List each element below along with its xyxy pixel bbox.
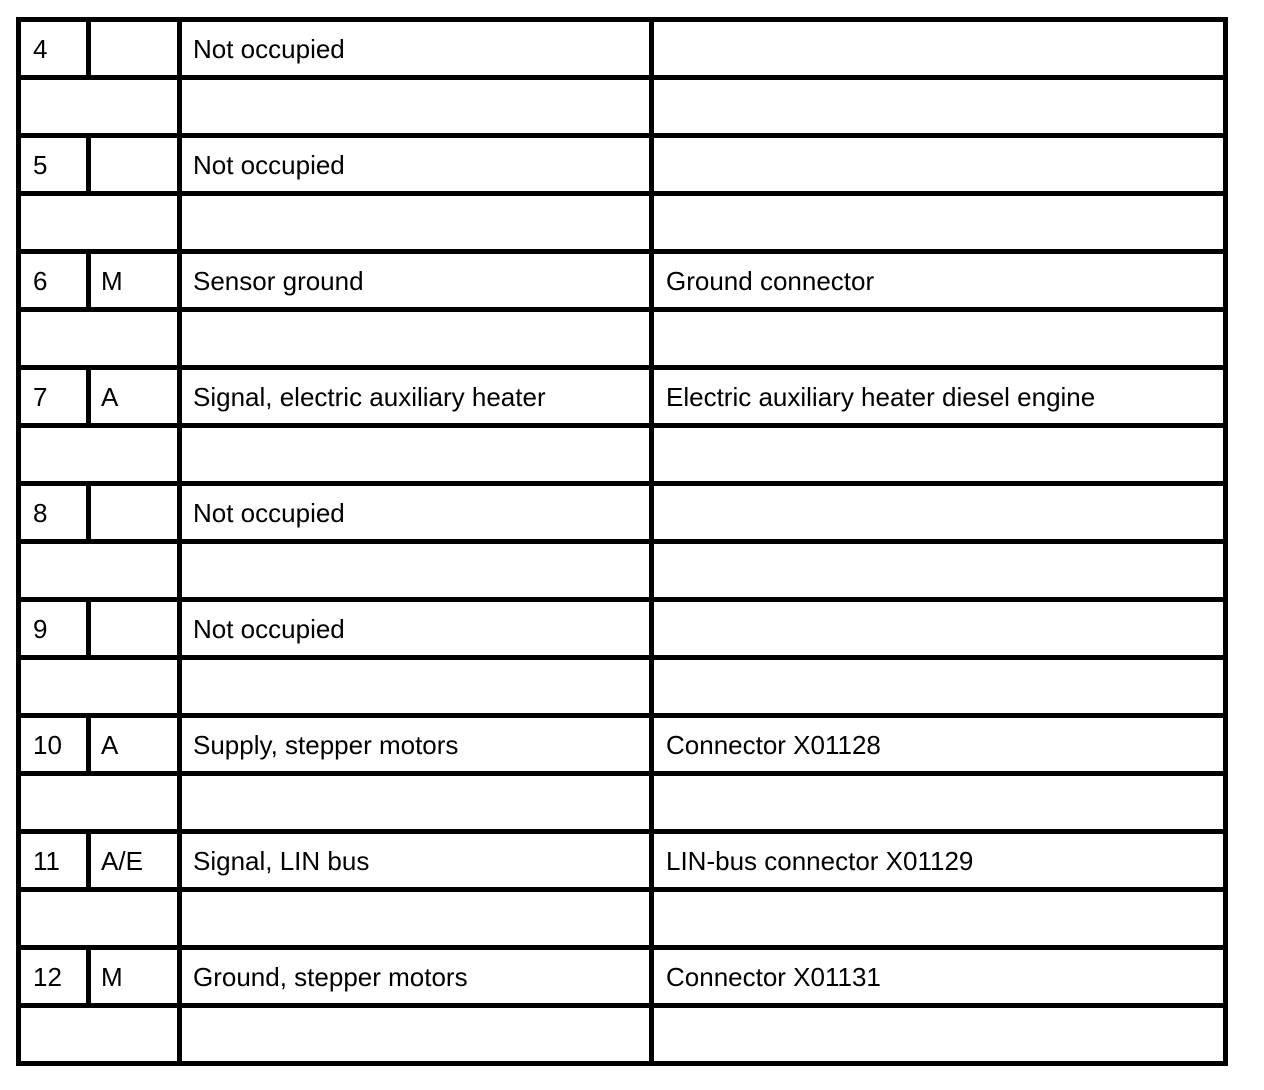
description-cell: Signal, electric auxiliary heater <box>180 368 652 426</box>
empty-cell <box>19 774 180 832</box>
destination-cell <box>652 600 1226 658</box>
destination-cell: Ground connector <box>652 252 1226 310</box>
description-cell: Not occupied <box>180 20 652 78</box>
description-cell: Supply, stepper motors <box>180 716 652 774</box>
pin-number-cell: 7 <box>19 368 89 426</box>
empty-cell <box>652 542 1226 600</box>
description-cell: Signal, LIN bus <box>180 832 652 890</box>
signal-code-cell: A <box>89 368 180 426</box>
pin-assignment-table <box>16 17 1228 1066</box>
table-row <box>19 136 1226 194</box>
table-row <box>19 20 1226 78</box>
pin-number-cell: 12 <box>19 948 89 1006</box>
spacer-row <box>19 194 1226 252</box>
table-row <box>19 948 1226 1006</box>
spacer-row <box>19 542 1226 600</box>
empty-cell <box>180 658 652 716</box>
empty-cell <box>180 774 652 832</box>
signal-code-cell <box>89 20 180 78</box>
pin-number-cell: 8 <box>19 484 89 542</box>
empty-cell <box>180 1006 652 1064</box>
pin-number-cell: 11 <box>19 832 89 890</box>
description-cell: Ground, stepper motors <box>180 948 652 1006</box>
empty-cell <box>19 890 180 948</box>
destination-cell <box>652 136 1226 194</box>
signal-code-cell <box>89 136 180 194</box>
spacer-row <box>19 426 1226 484</box>
signal-code-cell: A <box>89 716 180 774</box>
empty-cell <box>652 194 1226 252</box>
empty-cell <box>180 426 652 484</box>
signal-code-cell <box>89 600 180 658</box>
spacer-row <box>19 1006 1226 1064</box>
destination-cell: Electric auxiliary heater diesel engine <box>652 368 1226 426</box>
description-cell: Sensor ground <box>180 252 652 310</box>
signal-code-cell <box>89 484 180 542</box>
empty-cell <box>19 658 180 716</box>
signal-code-cell: M <box>89 948 180 1006</box>
pin-number-cell: 4 <box>19 20 89 78</box>
pin-number-cell: 10 <box>19 716 89 774</box>
destination-cell: Connector X01128 <box>652 716 1226 774</box>
table-row <box>19 716 1226 774</box>
empty-cell <box>19 542 180 600</box>
destination-cell <box>652 484 1226 542</box>
table-row <box>19 832 1226 890</box>
empty-cell <box>19 1006 180 1064</box>
destination-cell: Connector X01131 <box>652 948 1226 1006</box>
empty-cell <box>19 194 180 252</box>
empty-cell <box>19 78 180 136</box>
empty-cell <box>652 78 1226 136</box>
signal-code-cell: A/E <box>89 832 180 890</box>
signal-code-cell: M <box>89 252 180 310</box>
empty-cell <box>652 890 1226 948</box>
spacer-row <box>19 310 1226 368</box>
table-row <box>19 368 1226 426</box>
empty-cell <box>180 78 652 136</box>
empty-cell <box>652 658 1226 716</box>
empty-cell <box>180 310 652 368</box>
empty-cell <box>652 426 1226 484</box>
empty-cell <box>19 426 180 484</box>
description-cell: Not occupied <box>180 136 652 194</box>
spacer-row <box>19 890 1226 948</box>
table-row <box>19 484 1226 542</box>
empty-cell <box>180 542 652 600</box>
table-row <box>19 600 1226 658</box>
pin-number-cell: 9 <box>19 600 89 658</box>
description-cell: Not occupied <box>180 600 652 658</box>
empty-cell <box>180 890 652 948</box>
empty-cell <box>652 1006 1226 1064</box>
spacer-row <box>19 78 1226 136</box>
empty-cell <box>19 310 180 368</box>
pin-number-cell: 6 <box>19 252 89 310</box>
spacer-row <box>19 658 1226 716</box>
destination-cell: LIN-bus connector X01129 <box>652 832 1226 890</box>
spacer-row <box>19 774 1226 832</box>
empty-cell <box>180 194 652 252</box>
table-row <box>19 252 1226 310</box>
pin-number-cell: 5 <box>19 136 89 194</box>
empty-cell <box>652 310 1226 368</box>
description-cell: Not occupied <box>180 484 652 542</box>
empty-cell <box>652 774 1226 832</box>
destination-cell <box>652 20 1226 78</box>
